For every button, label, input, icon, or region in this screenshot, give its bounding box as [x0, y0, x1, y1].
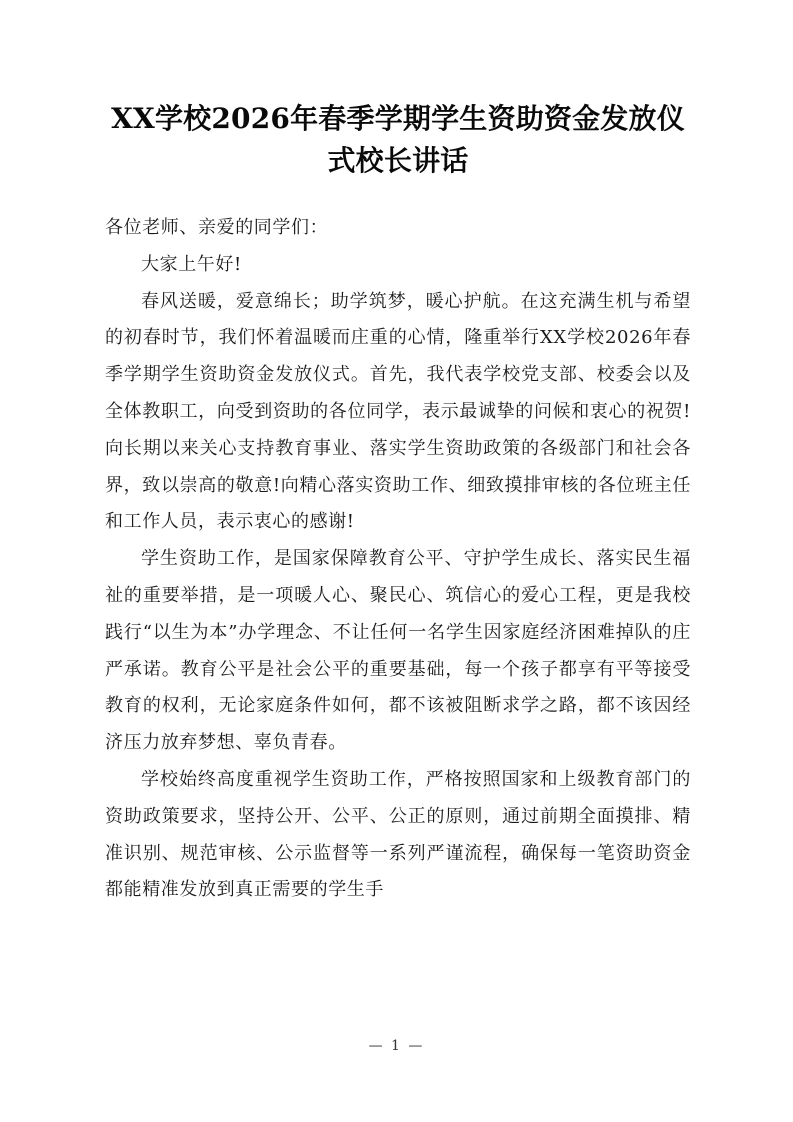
- page-title: XX学校2026年春季学期学生资助资金发放仪式校长讲话: [111, 102, 685, 177]
- paragraph-3: 学校始终高度重视学生资助工作，严格按照国家和上级教育部门的资助政策要求，坚持公开、公平、公正的原则，通过前期全面摸排、精准识别、规范审核、公示监督等一系列严谨流程，确保每一笔资助资金都能精准发放到真正需要的学生手: [105, 768, 691, 901]
- greeting-line: 大家上午好!: [141, 253, 242, 275]
- paragraph-1: 春风送暖，爱意绵长；助学筑梦，暖心护航。在这充满生机与希望的初春时节，我们怀着温暖而庄重的心情，隆重举行XX学校2026年春季学期学生资助资金发放仪式。首先，我代表学校党支部、校委会以及全体教职工，向受到资助的各位同学，表示最诚挚的问候和衷心的祝贺!向长期以来关心支持教育事业、落实学生资助政策的各级部门和社会各界，致以崇高的敬意!向精心落实资助工作、细致摸排审核的各位班主任和工作人员，表示衷心的感谢!: [105, 290, 691, 533]
- salutation-line: 各位老师、亲爱的同学们：: [105, 217, 329, 238]
- body-text-block: [105, 210, 691, 909]
- document-body: [105, 98, 691, 909]
- page-number-footer: — 1 —: [368, 1038, 425, 1054]
- paragraph-2: 学生资助工作，是国家保障教育公平、守护学生成长、落实民生福祉的重要举措，是一项暖人心、聚民心、筑信心的爱心工程，更是我校践行“以生为本”办学理念、不让任何一名学生因家庭经济困难掉队的庄严承诺。教育公平是社会公平的重要基础，每一个孩子都享有平等接受教育的权利，无论家庭条件如何，都不该被阻断求学之路，都不该因经济压力放弃梦想、辜负青春。: [105, 548, 691, 754]
